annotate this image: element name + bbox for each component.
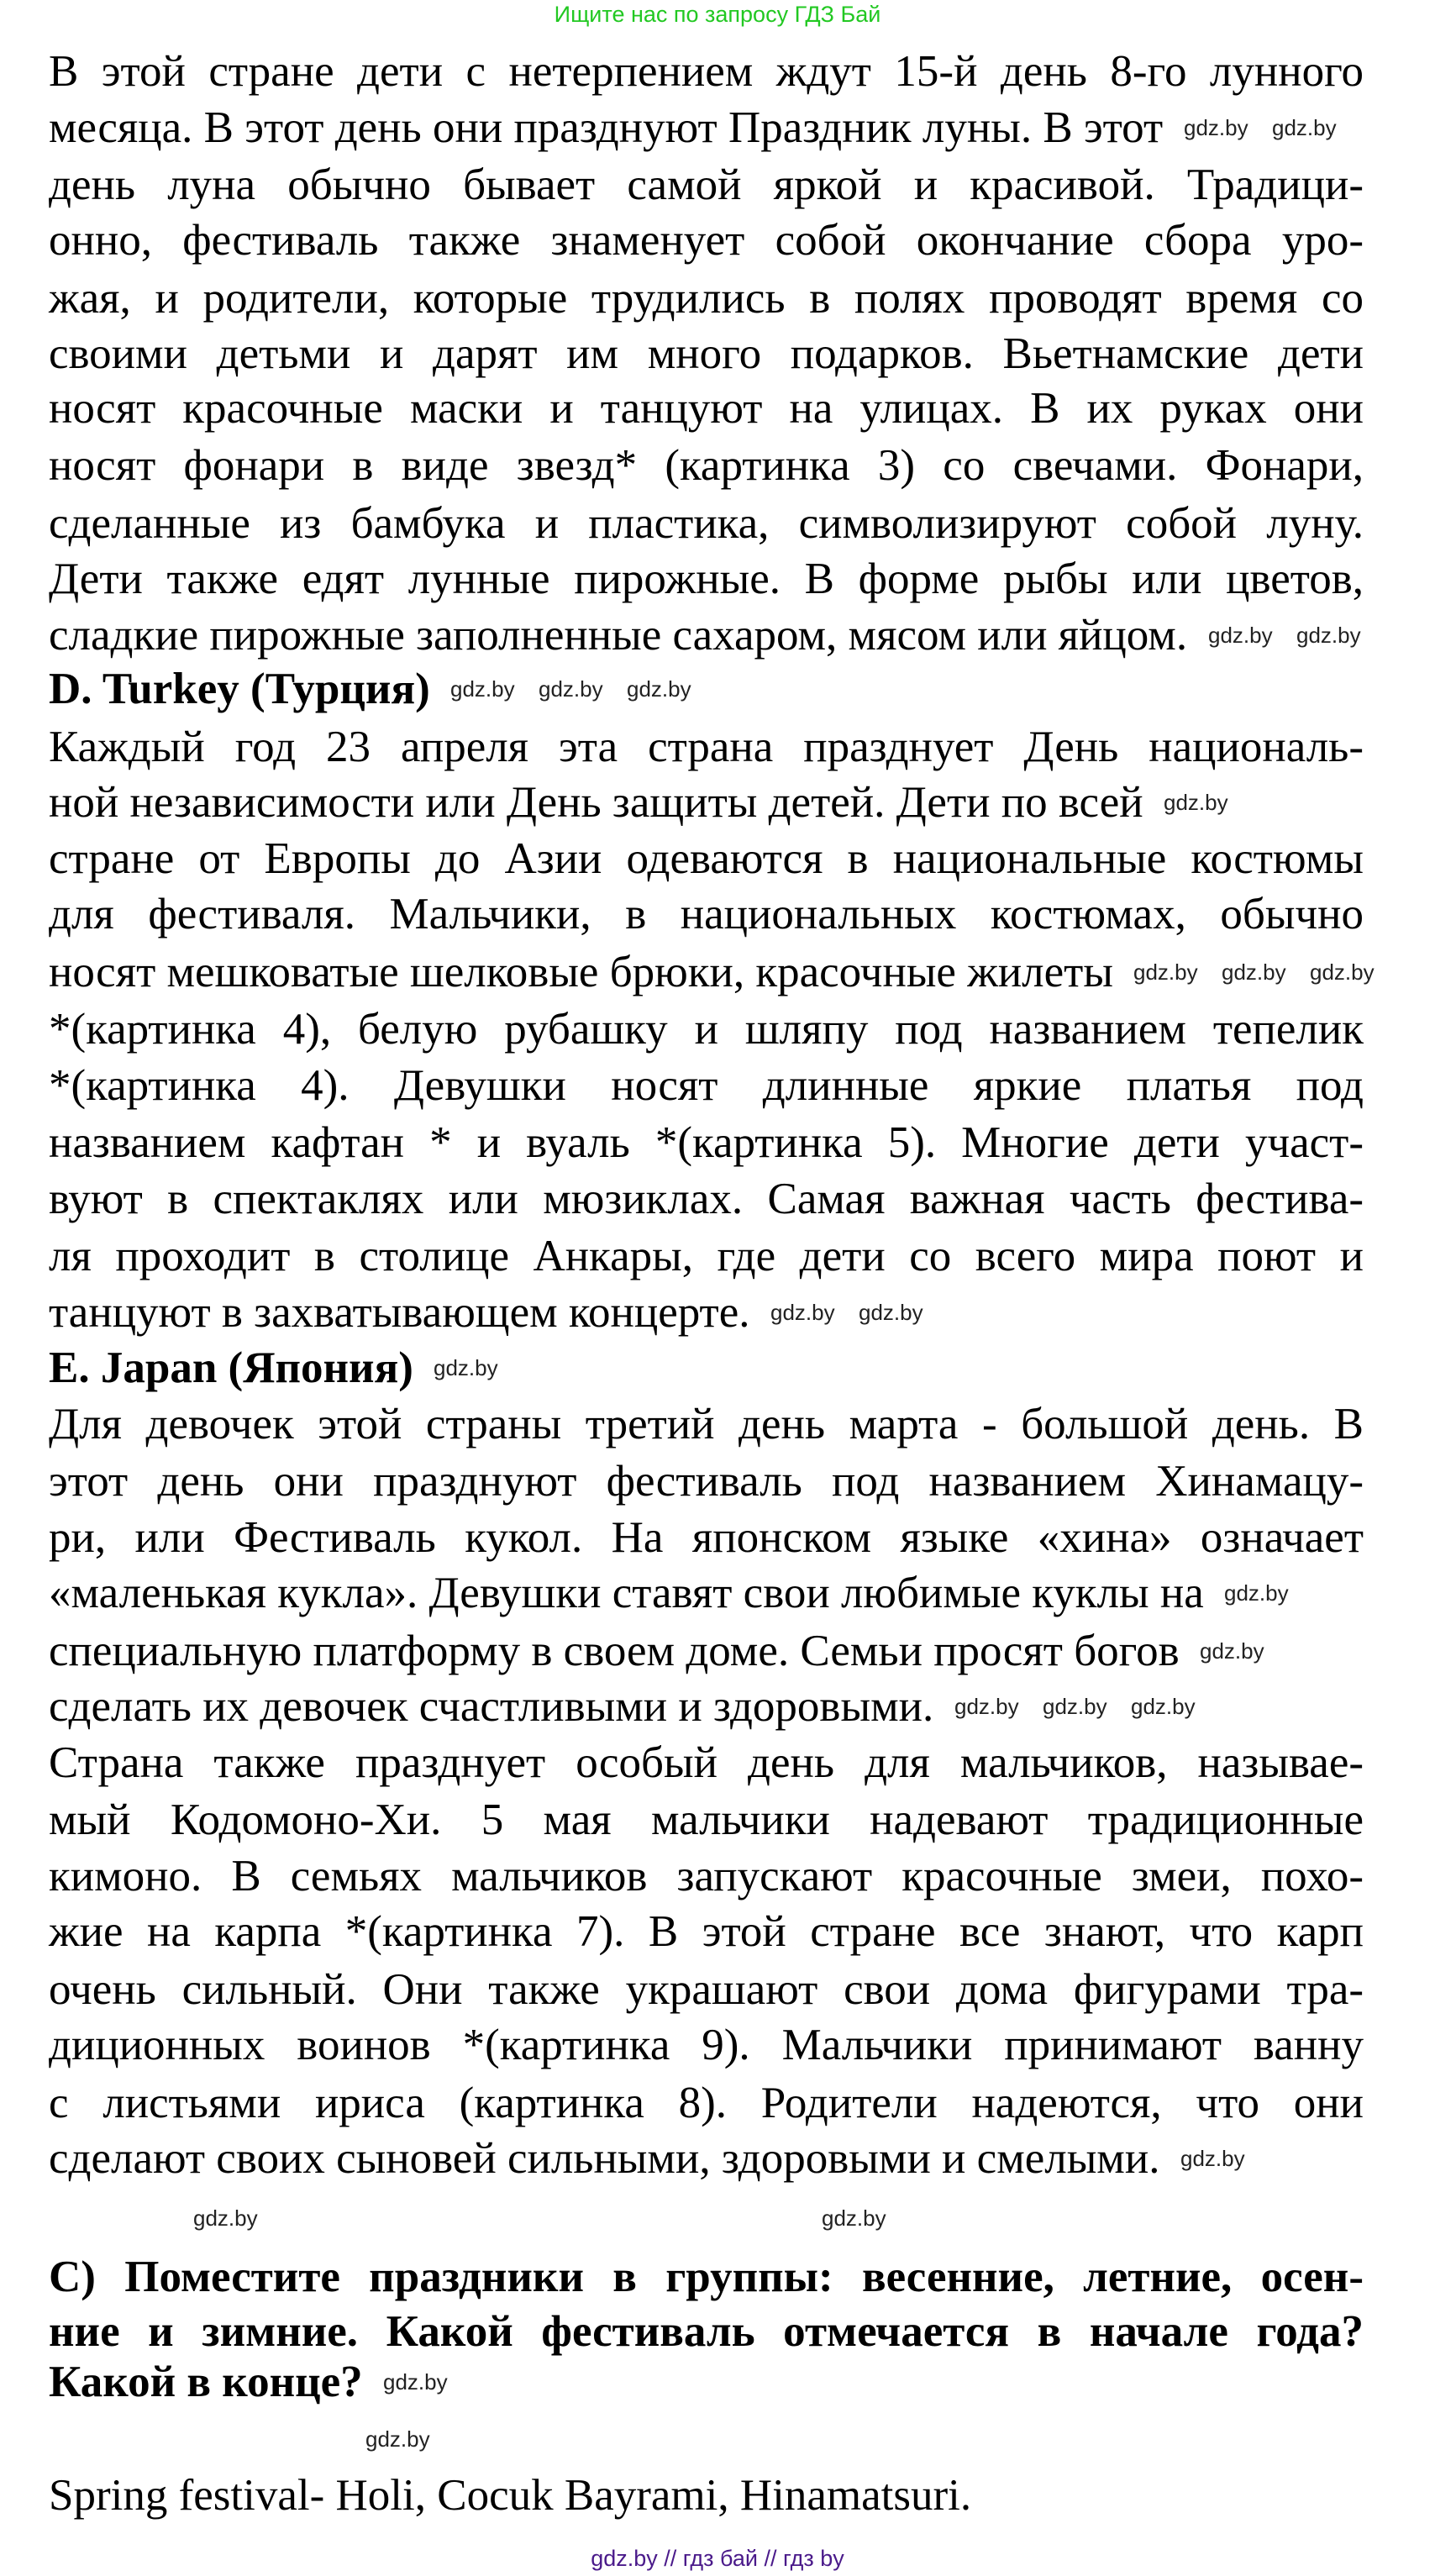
watermark-text: gdz.by [1208,623,1273,648]
text-line: очень сильный. Они также украшают свои дома фигурами тра- [49,1965,1364,2014]
text-line: танцуют в захватывающем концерте. [49,1288,750,1337]
watermark-text: gdz.by [1180,2146,1245,2171]
section-heading-japan: E. Japan (Япония) [49,1343,413,1392]
text-line: специальную платформу в своем доме. Семьи просят богов [49,1627,1180,1675]
text-line: В этой стране дети с нетерпением ждут 15-й день 8-го лунного [49,47,1364,96]
text-line: этот день они празднуют фестиваль под названием Хинамацу- [49,1457,1364,1506]
section-heading-turkey: D. Turkey (Турция) [49,665,430,713]
text-line: *(картинка 4). Девушки носят длинные яркие платья под [49,1061,1364,1110]
text-line: Для девочек этой страны третий день марта - большой день. В [49,1400,1364,1448]
text-line: мый Кодомоно-Хи. 5 мая мальчики надевают традиционные [49,1795,1364,1844]
watermark-text: gdz.by [1164,790,1228,815]
text-line: вуют в спектаклях или мюзиклах. Самая важная часть фестива- [49,1175,1364,1223]
task-heading: С) Поместите праздники в группы: весенние, летние, осен- [49,2253,1364,2301]
watermark-text: gdz.by [434,1355,498,1380]
watermark-text: gdz.by [859,1300,923,1325]
text-line: сделают своих сыновей сильными, здоровыми и смелыми. [49,2134,1160,2183]
watermark-text: gdz.by [1131,1694,1196,1719]
watermark-text: gdz.by [539,676,603,702]
task-heading: ние и зимние. Какой фестиваль отмечается в начале года? [49,2307,1364,2356]
watermark-text: gdz.by [1200,1638,1264,1664]
text-line: онно, фестиваль также знаменует собой окончание сбора уро- [49,216,1364,265]
text-line: ля проходит в столице Анкары, где дети со всего мира поют и [49,1232,1364,1280]
text-line: с листьями ириса (картинка 8). Родители надеются, что они [49,2079,1364,2127]
watermark-text: gdz.by [770,1300,835,1325]
footer-watermark: gdz.by // гдз бай // гдз by [591,2546,844,2571]
watermark-text: gdz.by [1272,115,1337,140]
watermark-text: gdz.by [1133,959,1198,985]
text-line: названием кафтан * и вуаль *(картинка 5). Многие дети участ- [49,1118,1364,1167]
watermark-text: gdz.by [1310,959,1375,985]
watermark-text: gdz.by [1222,959,1286,985]
watermark-text: gdz.by [627,676,691,702]
watermark-text: gdz.by [1296,623,1361,648]
text-line: день луна обычно бывает самой яркой и красивой. Традици- [49,160,1364,209]
text-line: *(картинка 4), белую рубашку и шляпу под названием тепелик [49,1005,1364,1054]
text-line: Дети также едят лунные пирожные. В форме рыбы или цветов, [49,555,1364,603]
text-line: сделать их девочек счастливыми и здоровыми. [49,1682,934,1731]
watermark-text: gdz.by [822,2205,886,2231]
watermark-text: gdz.by [1184,115,1248,140]
task-heading: Какой в конце? [49,2358,363,2406]
text-line: своими детьми и дарят им много подарков. Вьетнамские дети [49,329,1364,378]
text-line: для фестиваля. Мальчики, в национальных костюмах, обычно [49,890,1364,938]
text-line: «маленькая кукла». Девушки ставят свои любимые куклы на [49,1569,1204,1617]
text-line: стране от Европы до Азии одеваются в национальные костюмы [49,834,1364,883]
text-line: жая, и родители, которые трудились в полях проводят время со [49,274,1364,323]
search-hint-banner: Ищите нас по запросу ГДЗ Бай [554,2,881,27]
watermark-text: gdz.by [365,2426,430,2452]
text-line: кимоно. В семьях мальчиков запускают красочные змеи, похо- [49,1852,1364,1900]
text-line: ной независимости или День защиты детей. Дети по всей [49,778,1143,827]
text-line: Каждый год 23 апреля эта страна празднует День националь- [49,723,1364,771]
text-line: носят красочные маски и танцуют на улицах. В их руках они [49,384,1364,433]
text-line: Страна также празднует особый день для мальчиков, называе- [49,1738,1364,1787]
text-line: сладкие пирожные заполненные сахаром, мясом или яйцом. [49,611,1188,660]
text-line: ри, или Фестиваль кукол. На японском языке «хина» означает [49,1513,1364,1562]
text-line: месяца. В этот день они празднуют Праздник луны. В этот [49,103,1164,152]
watermark-text: gdz.by [1043,1694,1107,1719]
text-line: сделанные из бамбука и пластика, символизируют собой луну. [49,499,1364,548]
watermark-text: gdz.by [193,2205,258,2231]
watermark-text: gdz.by [383,2369,448,2395]
watermark-text: gdz.by [1224,1580,1289,1606]
answer-line: Spring festival- Holi, Cocuk Bayrami, Hinamatsuri. [49,2471,972,2520]
text-line: носят мешковатые шелковые брюки, красочные жилеты [49,948,1113,996]
text-line: жие на карпа *(картинка 7). В этой стране все знают, что карп [49,1907,1364,1956]
watermark-text: gdz.by [954,1694,1019,1719]
watermark-text: gdz.by [450,676,515,702]
text-line: носят фонари в виде звезд* (картинка 3) со свечами. Фонари, [49,441,1364,490]
text-line: диционных воинов *(картинка 9). Мальчики принимают ванну [49,2021,1364,2069]
